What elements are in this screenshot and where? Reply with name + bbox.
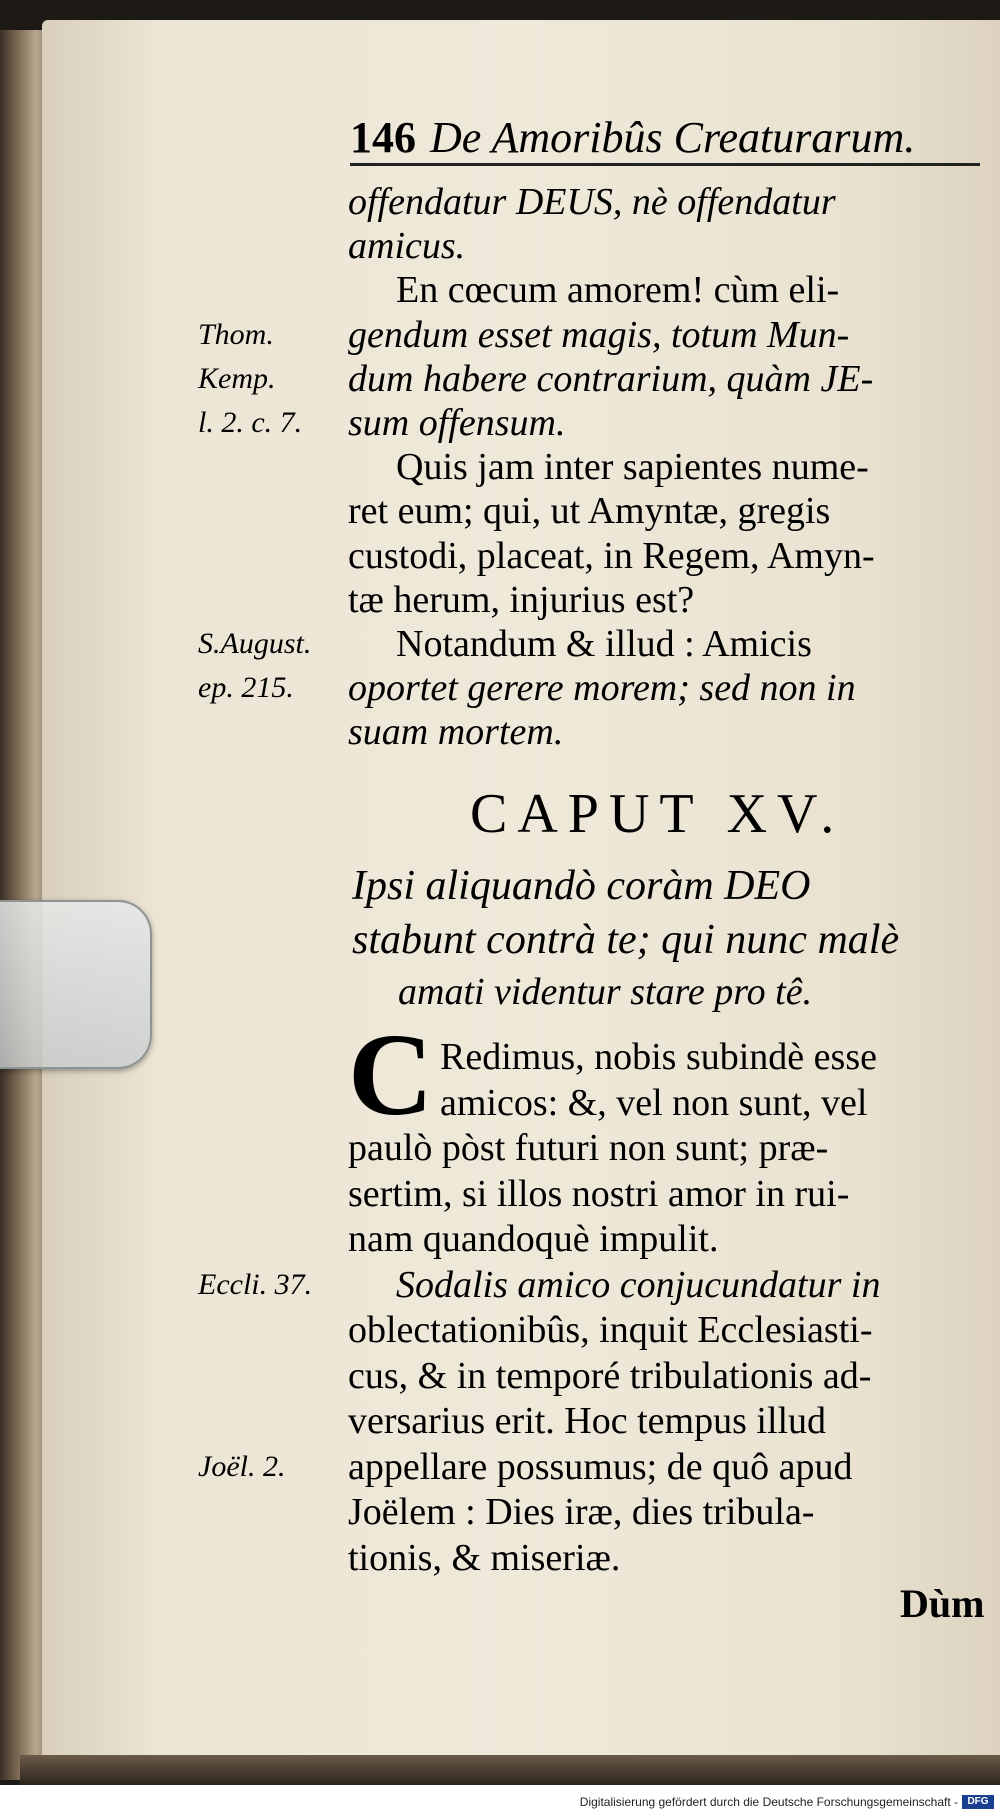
margin-note: S.August. — [198, 627, 312, 660]
text-line: ret eum; qui, ut Amyntæ, gregis — [348, 490, 831, 533]
margin-note: ep. 215. — [198, 671, 294, 705]
text-line: versarius erit. Hoc tempus illud — [348, 1400, 827, 1442]
page-clip — [0, 900, 152, 1069]
dfg-logo: DFG — [962, 1795, 994, 1809]
text-line: amicos: &, vel non sunt, vel — [440, 1081, 868, 1124]
text-line: gendum esset magis, totum Mun- — [348, 313, 850, 356]
text-line: nam quandoquè impulit. — [348, 1218, 719, 1260]
margin-note: l. 2. c. 7. — [198, 406, 303, 439]
text-line: tæ herum, injurius est? — [348, 578, 695, 621]
text-line: offendatur DEUS, nè offendatur — [348, 181, 836, 223]
chapter-subtitle-line-3: amati videntur stare pro tê. — [398, 971, 813, 1013]
catchword: Dùm — [900, 1581, 985, 1626]
chapter-heading: CAPUT XV. — [470, 783, 845, 845]
chapter-subtitle-line-2: stabunt contrà te; qui nunc malè — [352, 917, 900, 963]
margin-note: Kemp. — [198, 361, 276, 395]
running-title: De Amoribûs Creaturarum. — [430, 113, 916, 162]
margin-note: Eccli. 37. — [198, 1267, 313, 1301]
page-number: 146 — [350, 113, 416, 162]
text-line: Quis jam inter sapientes nume- — [396, 446, 869, 489]
text-line: custodi, placeat, in Regem, Amyn- — [348, 534, 875, 577]
text-line: Redimus, nobis subindè esse — [440, 1036, 877, 1078]
text-line: cus, & in temporé tribulationis ad- — [348, 1354, 872, 1397]
text-line: dum habere contrarium, quàm JE- — [348, 357, 874, 400]
text-line: sertim, si illos nostri amor in rui- — [348, 1172, 850, 1215]
text-line: amicus. — [348, 225, 466, 268]
text-line: appellare possumus; de quô apud — [348, 1445, 853, 1488]
header-rule — [350, 163, 980, 166]
text-line: oportet gerere morem; sed non in — [348, 667, 856, 710]
text-line: Joëlem : Dies iræ, dies tribula- — [348, 1491, 815, 1533]
margin-note: Thom. — [198, 317, 274, 351]
text-line: sum offensum. — [348, 402, 566, 444]
text-line: paulò pòst futuri non sunt; præ- — [348, 1127, 829, 1169]
funding-credit: Digitalisierung gefördert durch die Deutsche Forschungsgemeinschaft - — [579, 1795, 958, 1809]
margin-note: Joël. 2. — [198, 1449, 286, 1483]
chapter-subtitle-line-1: Ipsi aliquandò coràm DEO — [352, 863, 811, 909]
text-line: Sodalis amico conjucundatur in — [396, 1263, 881, 1306]
text-line: Notandum & illud : Amicis — [396, 623, 812, 665]
running-header — [350, 112, 990, 162]
text-line: oblectationibûs, inquit Ecclesiasti- — [348, 1309, 873, 1351]
book-bottom-edge — [20, 1755, 1000, 1785]
text-line: suam mortem. — [348, 711, 564, 754]
drop-capital: C — [348, 1009, 434, 1140]
text-line: tionis, & miseriæ. — [348, 1536, 621, 1579]
text-line: En cœcum amorem! cùm eli- — [396, 269, 840, 312]
